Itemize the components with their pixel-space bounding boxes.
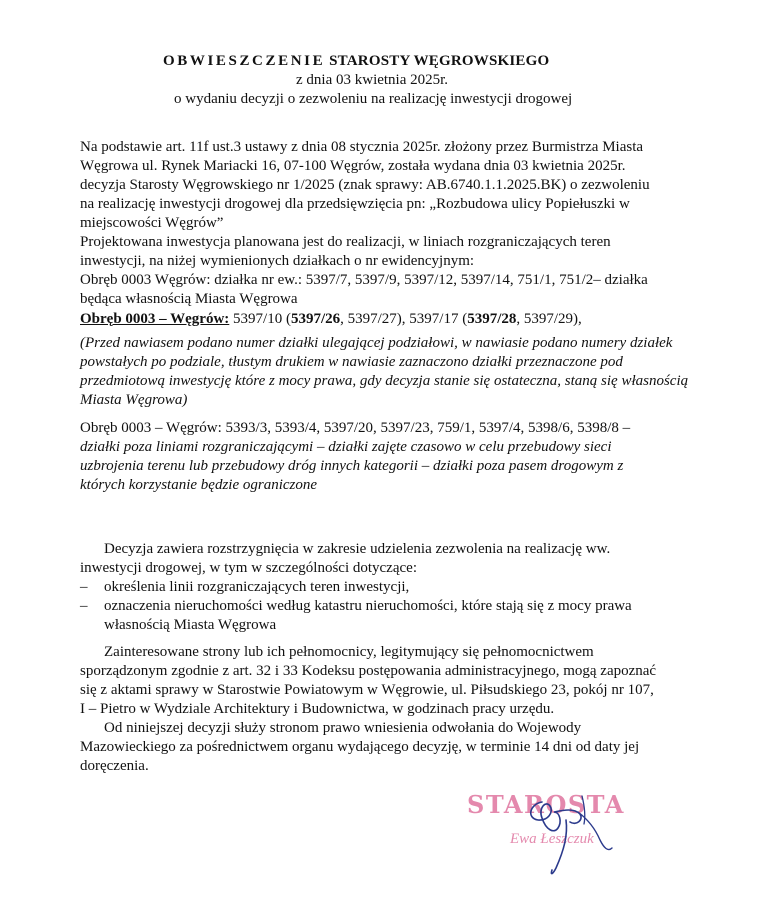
title-main-word: OBWIESZCZENIE xyxy=(163,53,326,69)
document-date: z dnia 03 kwietnia 2025r. xyxy=(296,72,449,88)
paragraph-line: Na podstawie art. 11f ust.3 ustawy z dnia 08 stycznia 2025r. złożony przez Burmistrza Miasta xyxy=(80,139,644,155)
starosta-stamp-name: Ewa Łeszczuk xyxy=(510,831,594,847)
obreb-bold-parcel: 5397/28 xyxy=(467,311,517,327)
italic-note-line: (Przed nawiasem podano numer działki ulegającej podziałowi, w nawiasie podano numery działek xyxy=(80,335,673,351)
paragraph-line: Węgrowa ul. Rynek Mariacki 16, 07-100 Węgrów, została wydana dnia 03 kwietnia 2025r. xyxy=(80,158,626,174)
italic-note-line: działki poza liniami rozgraniczającymi – działki zajęte czasowo w celu przebudowy sieci xyxy=(80,439,612,455)
paragraph-line: się z aktami sprawy w Starostwie Powiatowym w Węgrowie, ul. Piłsudskiego 23, pokój nr 107, xyxy=(80,682,654,698)
italic-note-line: uzbrojenia terenu lub przebudowy dróg innych kategorii – działki poza pasem drogowym z xyxy=(80,458,624,474)
signature-scribble-icon xyxy=(520,790,620,880)
paragraph-line: inwestycji drogowej, w tym w szczególności dotyczące: xyxy=(80,560,417,576)
paragraph-line: sporządzonym zgodnie z art. 32 i 33 Kodeksu postępowania administracyjnego, mogą zapoznać xyxy=(80,663,657,679)
obreb-text: 5397/10 ( xyxy=(229,311,291,327)
paragraph-line: miejscowości Węgrów” xyxy=(80,215,224,231)
document-subject: o wydaniu decyzji o zezwoleniu na realizację inwestycji drogowej xyxy=(174,91,573,107)
italic-note-line: których korzystanie będzie ograniczone xyxy=(80,477,318,493)
bullet-dash: – xyxy=(80,598,88,614)
obreb-label: Obręb 0003 – Węgrów: xyxy=(80,311,230,327)
italic-note-line: przedmiotową inwestycję które z mocy prawa, gdy decyzja stanie się ostateczna, staną się własnością xyxy=(80,373,689,389)
paragraph-line: Projektowana inwestycja planowana jest do realizacji, w liniach rozgraniczających teren xyxy=(80,234,611,250)
bullet-dash: – xyxy=(80,579,88,595)
title-rest: STAROSTY WĘGROWSKIEGO xyxy=(329,53,550,69)
italic-note-line: Miasta Węgrowa) xyxy=(80,392,188,408)
obreb-text: , 5397/27), 5397/17 ( xyxy=(340,311,468,327)
paragraph-line: doręczenia. xyxy=(80,758,149,774)
paragraph-line: będąca własnością Miasta Węgrowa xyxy=(80,291,298,307)
obreb-bold-parcel: 5397/26 xyxy=(290,311,341,327)
paragraph-line: Obręb 0003 Węgrów: działka nr ew.: 5397/7, 5397/9, 5397/12, 5397/14, 751/1, 751/2– działka xyxy=(80,272,648,288)
paragraph-line: Decyzja zawiera rozstrzygnięcia w zakresie udzielenia zezwolenia na realizację ww. xyxy=(104,541,611,557)
bullet-item: określenia linii rozgraniczających teren inwestycji, xyxy=(104,579,410,595)
obreb-text: , 5397/29), xyxy=(516,311,582,327)
document-title xyxy=(163,53,549,70)
paragraph-line: I – Pietro w Wydziale Architektury i Budownictwa, w godzinach pracy urzędu. xyxy=(80,701,555,717)
paragraph-line: Zainteresowane strony lub ich pełnomocnicy, legitymujący się pełnomocnictwem xyxy=(104,644,594,660)
paragraph-line: Od niniejszej decyzji służy stronom prawo wniesienia odwołania do Wojewody xyxy=(104,720,582,736)
paragraph-line: Obręb 0003 – Węgrów: 5393/3, 5393/4, 5397/20, 5397/23, 759/1, 5397/4, 5398/6, 5398/8 – xyxy=(80,420,631,436)
starosta-stamp-title: STAROSTA xyxy=(467,790,625,819)
bullet-item-continuation: własnością Miasta Węgrowa xyxy=(104,617,277,633)
paragraph-line: Mazowieckiego za pośrednictwem organu wydającego decyzję, w terminie 14 dni od daty jej xyxy=(80,739,640,755)
paragraph-line: inwestycji, na niżej wymienionych działkach o nr ewidencyjnym: xyxy=(80,253,475,269)
obreb-parcels-line xyxy=(80,310,582,329)
italic-note-line: powstałych po podziale, tłustym drukiem w nawiasie zaznaczono działki przeznaczone pod xyxy=(80,354,623,370)
paragraph-line: decyzja Starosty Węgrowskiego nr 1/2025 (znak sprawy: AB.6740.1.1.2025.BK) o zezwoleniu xyxy=(80,177,650,193)
paragraph-line: na realizację inwestycji drogowej dla przedsięwzięcia pn: „Rozbudowa ulicy Popiełuszki w xyxy=(80,196,630,212)
bullet-item: oznaczenia nieruchomości według katastru nieruchomości, które stają się z mocy prawa xyxy=(104,598,632,614)
